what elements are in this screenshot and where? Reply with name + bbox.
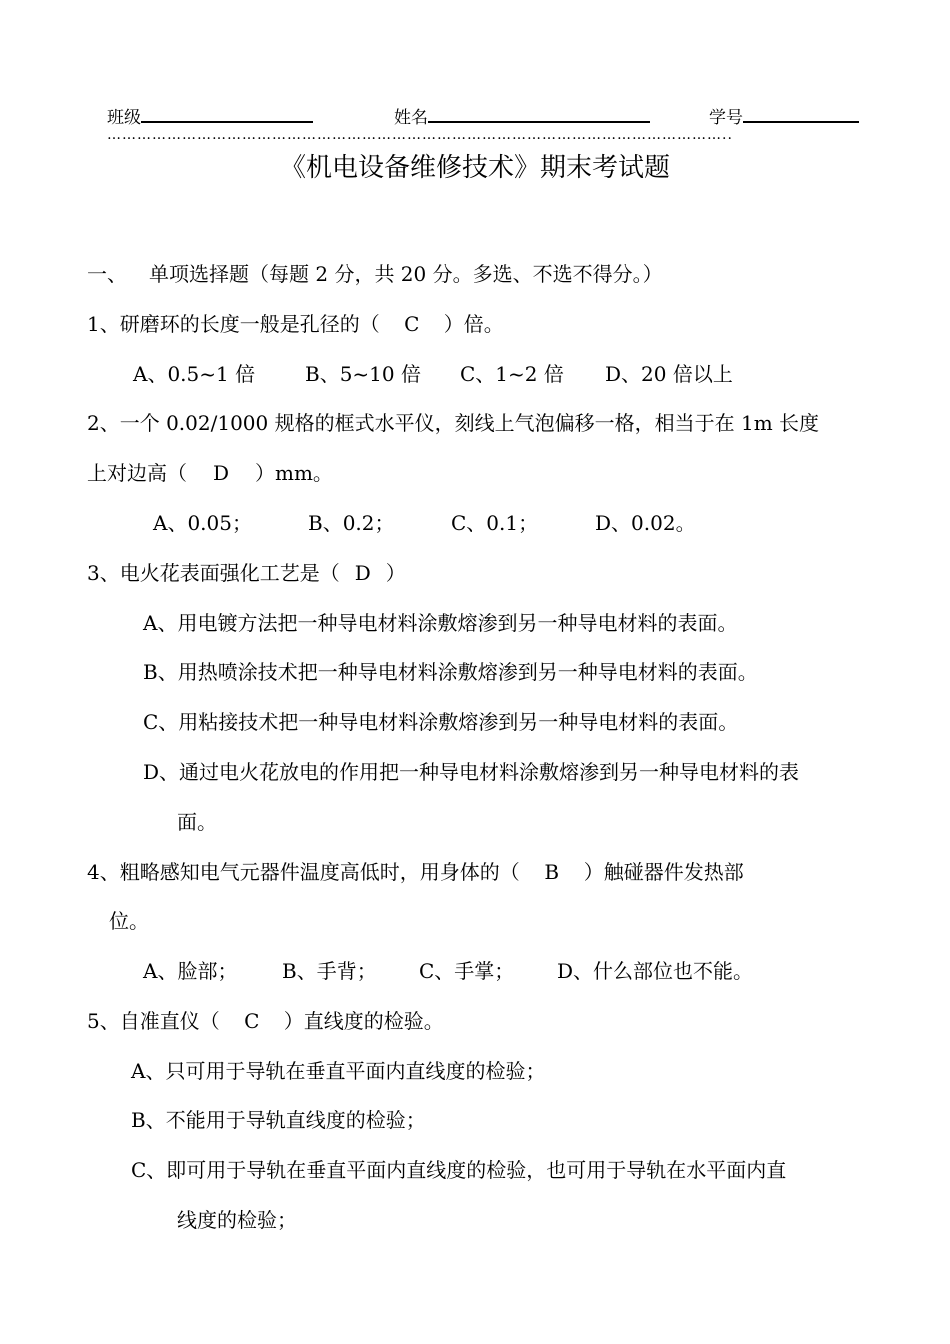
name-label: 姓名 xyxy=(394,108,428,128)
question-5-option-c-cont: 线度的检验； xyxy=(177,1208,297,1232)
question-1-option-a: A、0.5~1 倍 xyxy=(133,362,256,386)
question-3-option-a: A、用电镀方法把一种导电材料涂敷熔渗到另一种导电材料的表面。 xyxy=(143,611,738,635)
section-title: 单项选择题（每题 2 分，共 20 分。多选、不选不得分。） xyxy=(149,262,663,286)
question-4-answer: B xyxy=(544,860,560,884)
question-2-text-end: ）mm。 xyxy=(255,461,333,485)
question-2-option-c: C、0.1； xyxy=(451,511,539,535)
name-blank xyxy=(428,104,650,123)
question-5-option-c: C、即可用于导轨在垂直平面内直线度的检验，也可用于导轨在水平面内直 xyxy=(131,1158,787,1182)
question-1-option-c: C、1~2 倍 xyxy=(460,362,564,386)
dotted-separator: …………………………………………………………………………………………………………….. xyxy=(107,127,733,143)
section-heading xyxy=(87,262,663,286)
question-3-text: 3、电火花表面强化工艺是（ xyxy=(87,561,340,585)
question-2-option-a: A、0.05； xyxy=(153,511,252,535)
question-1-answer: C xyxy=(404,312,420,336)
question-4-option-a: A、脸部； xyxy=(143,959,238,983)
question-2-stem-line1: 2、一个 0.02/1000 规格的框式水平仪，刻线上气泡偏移一格，相当于在 1m 长度 xyxy=(87,411,820,435)
exam-title: 《机电设备维修技术》期末考试题 xyxy=(279,153,670,183)
question-4-stem xyxy=(87,860,744,884)
question-4-text-end: ）触碰器件发热部 xyxy=(583,860,744,884)
question-5-text: 5、自准直仪（ xyxy=(87,1009,220,1033)
question-4-option-c: C、手掌； xyxy=(419,959,515,983)
question-4-stem-cont: 位。 xyxy=(109,909,149,933)
question-2-text: 上对边高（ xyxy=(87,461,187,485)
question-5-text-end: ）直线度的检验。 xyxy=(283,1009,444,1033)
question-3-stem xyxy=(87,561,406,585)
question-3-answer: D xyxy=(354,561,371,585)
question-2-option-d: D、0.02。 xyxy=(595,511,696,535)
question-4-text: 4、粗略感知电气元器件温度高低时，用身体的（ xyxy=(87,860,520,884)
id-label: 学号 xyxy=(709,108,743,128)
class-label: 班级 xyxy=(107,108,141,128)
question-5-option-a: A、只可用于导轨在垂直平面内直线度的检验； xyxy=(131,1059,546,1083)
question-5-option-b: B、不能用于导轨直线度的检验； xyxy=(131,1108,426,1132)
question-3-text-end: ） xyxy=(385,561,406,585)
question-3-option-d: D、通过电火花放电的作用把一种导电材料涂敷熔渗到另一种导电材料的表 xyxy=(143,760,800,784)
question-5-answer: C xyxy=(244,1009,260,1033)
question-1-option-b: B、5~10 倍 xyxy=(305,362,421,386)
question-4-option-d: D、什么部位也不能。 xyxy=(557,959,754,983)
question-1-stem xyxy=(87,312,504,336)
question-2-option-b: B、0.2； xyxy=(308,511,395,535)
id-blank xyxy=(743,104,859,123)
section-number: 一、 xyxy=(87,262,127,286)
question-1-text-end: ）倍。 xyxy=(443,312,504,336)
question-5-stem xyxy=(87,1009,444,1033)
question-1-text: 1、研磨环的长度一般是孔径的（ xyxy=(87,312,380,336)
class-blank xyxy=(141,104,313,123)
question-2-answer: D xyxy=(212,461,230,485)
question-3-option-b: B、用热喷涂技术把一种导电材料涂敷熔渗到另一种导电材料的表面。 xyxy=(143,660,758,684)
question-3-option-d-cont: 面。 xyxy=(177,810,217,834)
question-3-option-c: C、用粘接技术把一种导电材料涂敷熔渗到另一种导电材料的表面。 xyxy=(143,710,739,734)
question-2-stem xyxy=(87,461,333,485)
question-1-option-d: D、20 倍以上 xyxy=(605,362,733,386)
question-4-option-b: B、手背； xyxy=(282,959,377,983)
